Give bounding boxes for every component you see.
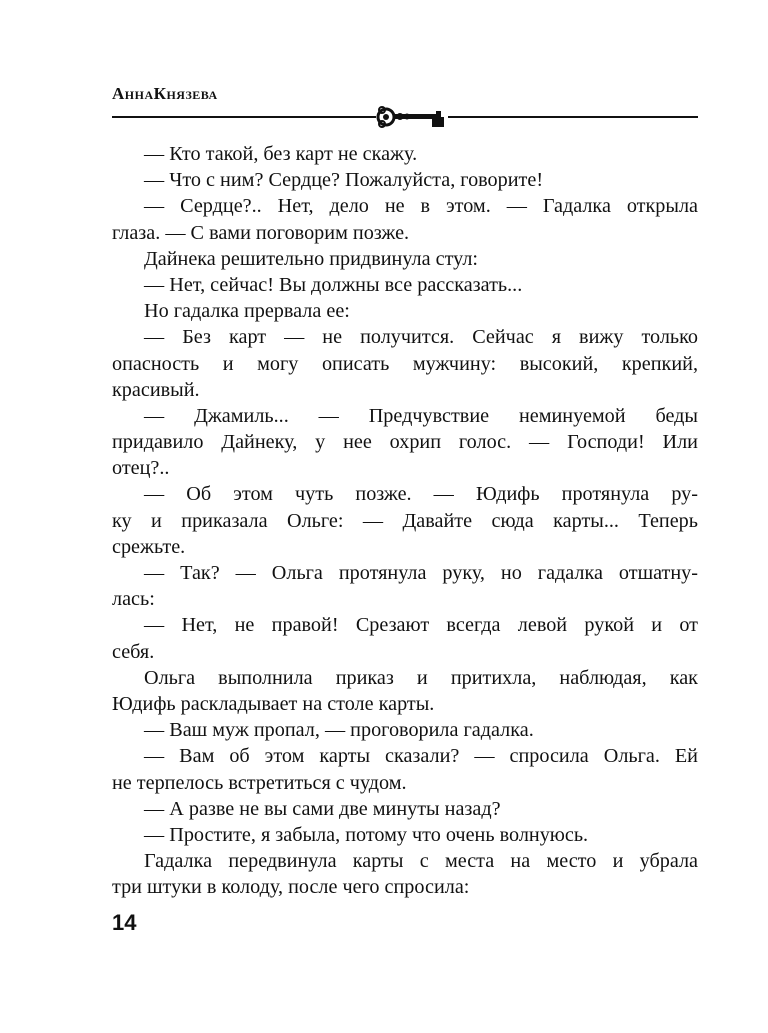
text-line: — Вам об этом карты сказали? — спросила Ольга. Ей xyxy=(144,745,698,768)
text-line: не терпелось встретиться с чудом. xyxy=(112,771,407,794)
text-line: придавило Дайнеку, у нее охрип голос. — Господи! Или xyxy=(112,431,698,454)
text-line: — Так? — Ольга протянула руку, но гадалка отшатну- xyxy=(144,562,698,584)
text-line: красивый. xyxy=(112,378,200,401)
text-line: — Кто такой, без карт не скажу. xyxy=(144,143,418,165)
text-line: срежьте. xyxy=(112,535,186,558)
text-line: Ольга выполнила приказ и притихла, наблюдая, как xyxy=(144,666,698,689)
text-line: три штуки в колоду, после чего спросила: xyxy=(112,876,470,899)
text-line: — А разве не вы сами две минуты назад? xyxy=(144,797,501,820)
page-number: 14 xyxy=(112,910,137,935)
text-line: — Ваш муж пропал, — проговорила гадалка. xyxy=(144,719,534,742)
text-line: — Нет, не правой! Срезают всегда левой рукой и от xyxy=(144,614,698,637)
text-line: — Джамиль... — Предчувствие неминуемой беды xyxy=(144,404,698,427)
text-line: — Без карт — не получится. Сейчас я вижу только xyxy=(144,326,698,349)
text-line: — Что с ним? Сердце? Пожалуйста, говорите! xyxy=(144,169,544,192)
header-author: АннаКнязева xyxy=(112,84,218,103)
text-line: Юдифь раскладывает на столе карты. xyxy=(112,692,435,715)
text-line: отец?.. xyxy=(112,457,170,480)
text-line: ку и приказала Ольге: — Давайте сюда карты... Теперь xyxy=(112,509,698,532)
text-line: опасность и могу описать мужчину: высокий, крепкий, xyxy=(112,352,698,375)
text-line: Дайнека решительно придвинула стул: xyxy=(144,247,479,270)
text-line: — Простите, я забыла, потому что очень волнуюсь. xyxy=(144,823,589,846)
text-line: — Сердце?.. Нет, дело не в этом. — Гадалка открыла xyxy=(144,195,698,218)
text-line: — Нет, сейчас! Вы должны все рассказать... xyxy=(144,273,523,296)
text-line: — Об этом чуть позже. — Юдифь протянула ру- xyxy=(144,483,698,506)
key-icon xyxy=(376,103,448,131)
body-text xyxy=(112,141,698,900)
text-line: Гадалка передвинула карты с места на место и убрала xyxy=(144,850,698,873)
text-line: себя. xyxy=(112,640,155,663)
text-line: Но гадалка прервала ее: xyxy=(144,300,350,323)
text-line: лась: xyxy=(112,588,155,611)
text-line: глаза. — С вами поговорим позже. xyxy=(112,221,410,244)
